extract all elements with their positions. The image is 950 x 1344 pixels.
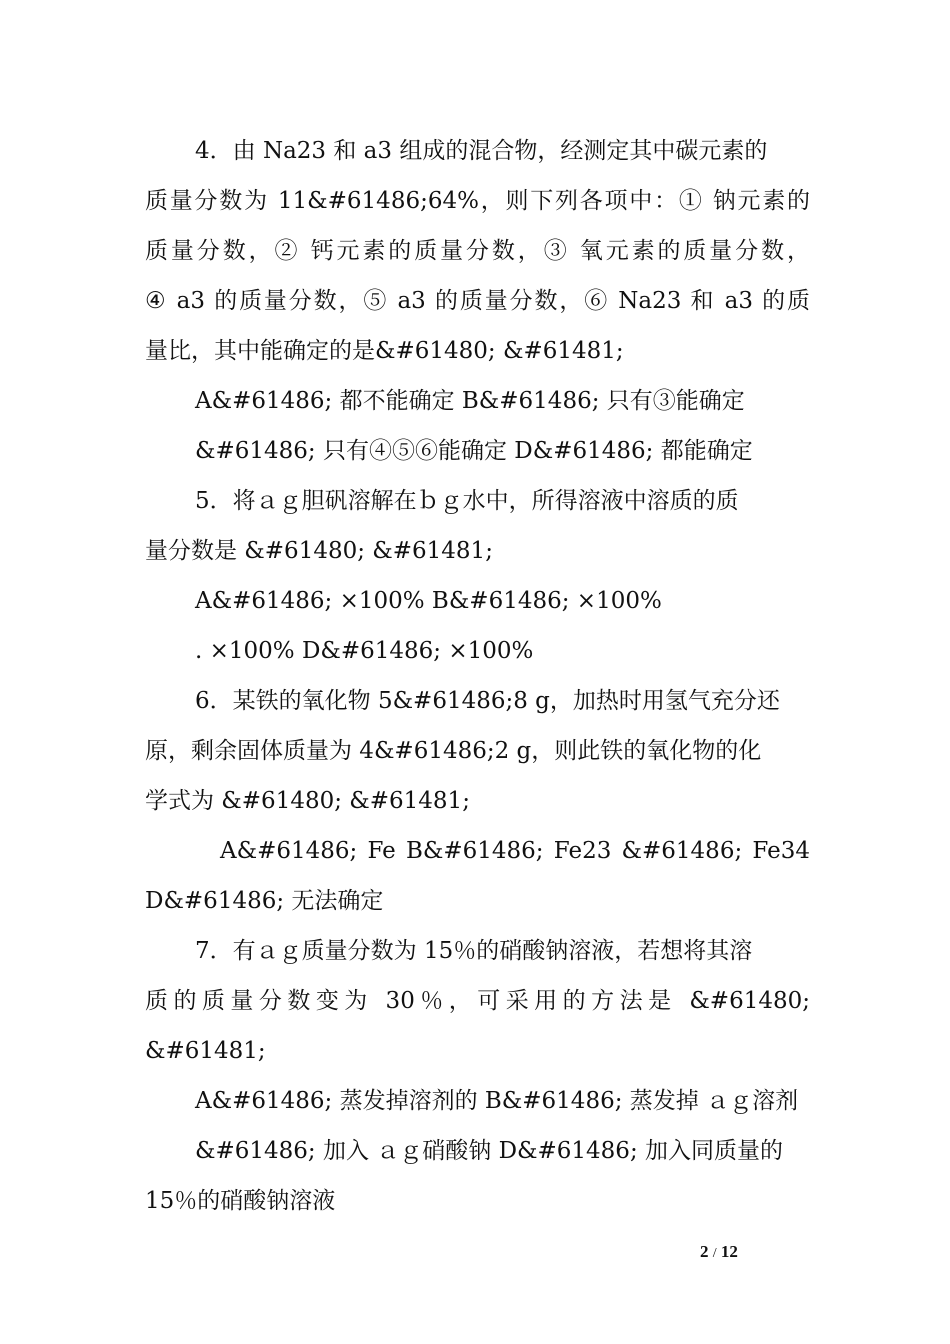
- text-line: A&#61486; 蒸发掉溶剂的 B&#61486; 蒸发掉 ａｇ溶剂: [195, 1088, 799, 1114]
- text-line: 5．将ａｇ胆矾溶解在ｂｇ水中，所得溶液中溶质的质: [195, 488, 739, 514]
- text-line: A&#61486; Fe B&#61486; Fe23 &#61486; Fe34: [220, 838, 810, 864]
- page-number: [700, 1242, 800, 1262]
- text-line: 量分数是 &#61480; &#61481;: [145, 538, 493, 564]
- text-line: &#61481;: [145, 1038, 266, 1064]
- text-line: A&#61486; ×100% B&#61486; ×100%: [195, 588, 662, 614]
- text-line: 4．由 Na23 和 a3 组成的混合物，经测定其中碳元素的: [195, 138, 768, 164]
- text-line: ④ a3 的质量分数，⑤ a3 的质量分数，⑥ Na23 和 a3 的质: [145, 288, 810, 314]
- text-line: 7．有ａｇ质量分数为 15％的硝酸钠溶液，若想将其溶: [195, 938, 753, 964]
- text-line: 原，剩余固体质量为 4&#61486;2 g，则此铁的氧化物的化: [145, 738, 762, 764]
- page-current: 2: [700, 1242, 709, 1261]
- text-line: . ×100% D&#61486; ×100%: [195, 638, 534, 664]
- text-line: &#61486; 只有④⑤⑥能确定 D&#61486; 都能确定: [195, 438, 753, 464]
- text-line: 学式为 &#61480; &#61481;: [145, 788, 470, 814]
- text-line: 质的质量分数变为 30％，可采用的方法是 &#61480;: [145, 988, 810, 1014]
- text-line: 量比，其中能确定的是&#61480; &#61481;: [145, 338, 624, 364]
- text-line: A&#61486; 都不能确定 B&#61486; 只有③能确定: [195, 388, 745, 414]
- text-line: &#61486; 加入 ａｇ硝酸钠 D&#61486; 加入同质量的: [195, 1138, 784, 1164]
- text-line: D&#61486; 无法确定: [145, 888, 384, 914]
- text-line: 6．某铁的氧化物 5&#61486;8 g，加热时用氢气充分还: [195, 688, 780, 714]
- text-line: 质量分数为 11&#61486;64%，则下列各项中：① 钠元素的: [145, 188, 810, 214]
- page-total: 12: [720, 1242, 738, 1261]
- page-separator: /: [712, 1246, 717, 1261]
- text-line: 15％的硝酸钠溶液: [145, 1188, 336, 1214]
- text-line: 质量分数，② 钙元素的质量分数，③ 氧元素的质量分数，: [145, 238, 810, 264]
